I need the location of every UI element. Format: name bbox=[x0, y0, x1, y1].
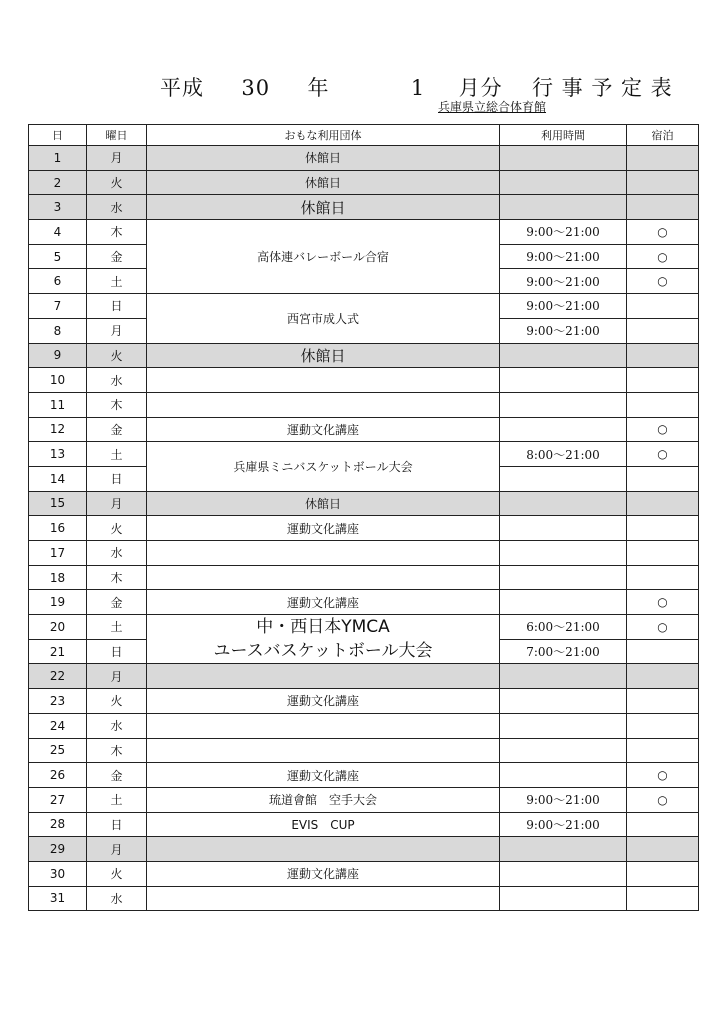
dow-cell: 金 bbox=[87, 590, 147, 615]
day-cell: 20 bbox=[29, 615, 87, 640]
day-cell: 31 bbox=[29, 886, 87, 911]
time-cell: 9:00～21:00 bbox=[500, 787, 627, 812]
month-unit: 月分 bbox=[458, 76, 503, 100]
time-cell: 7:00～21:00 bbox=[500, 639, 627, 664]
dow-cell: 木 bbox=[87, 738, 147, 763]
stay-cell bbox=[627, 837, 699, 862]
table-row bbox=[29, 763, 699, 788]
dow-cell: 土 bbox=[87, 442, 147, 467]
event-cell bbox=[147, 738, 500, 763]
time-cell: 8:00～21:00 bbox=[500, 442, 627, 467]
stay-cell bbox=[627, 170, 699, 195]
day-cell: 1 bbox=[29, 146, 87, 171]
event-cell: 運動文化講座 bbox=[147, 763, 500, 788]
event-cell: 高体連バレーボール合宿 bbox=[147, 220, 500, 294]
event-cell bbox=[147, 837, 500, 862]
time-cell bbox=[500, 417, 627, 442]
dow-cell: 金 bbox=[87, 244, 147, 269]
dow-cell: 月 bbox=[87, 318, 147, 343]
stay-cell bbox=[627, 368, 699, 393]
dow-cell: 水 bbox=[87, 195, 147, 220]
event-cell bbox=[147, 565, 500, 590]
dow-cell: 土 bbox=[87, 615, 147, 640]
col-day: 日 bbox=[29, 125, 87, 146]
page-title bbox=[160, 72, 673, 102]
time-cell bbox=[500, 516, 627, 541]
year: 30 bbox=[241, 76, 271, 100]
stay-cell: ○ bbox=[627, 220, 699, 245]
stay-cell bbox=[627, 466, 699, 491]
stay-cell bbox=[627, 146, 699, 171]
dow-cell: 木 bbox=[87, 220, 147, 245]
stay-cell: ○ bbox=[627, 417, 699, 442]
stay-cell: ○ bbox=[627, 763, 699, 788]
event-cell: 運動文化講座 bbox=[147, 590, 500, 615]
time-cell bbox=[500, 565, 627, 590]
day-cell: 10 bbox=[29, 368, 87, 393]
day-cell: 15 bbox=[29, 491, 87, 516]
table-row bbox=[29, 738, 699, 763]
day-cell: 21 bbox=[29, 639, 87, 664]
time-cell: 9:00～21:00 bbox=[500, 812, 627, 837]
stay-cell bbox=[627, 812, 699, 837]
dow-cell: 水 bbox=[87, 368, 147, 393]
time-cell bbox=[500, 146, 627, 171]
event-cell: 休館日 bbox=[147, 195, 500, 220]
dow-cell: 土 bbox=[87, 787, 147, 812]
stay-cell bbox=[627, 294, 699, 319]
facility-name: 兵庫県立総合体育館 bbox=[438, 100, 547, 114]
day-cell: 7 bbox=[29, 294, 87, 319]
table-header-row bbox=[29, 125, 699, 146]
dow-cell: 月 bbox=[87, 491, 147, 516]
event-cell: 西宮市成人式 bbox=[147, 294, 500, 343]
event-cell: 休館日 bbox=[147, 343, 500, 368]
stay-cell bbox=[627, 392, 699, 417]
table-row bbox=[29, 541, 699, 566]
time-cell bbox=[500, 886, 627, 911]
event-cell: 琉道會館 空手大会 bbox=[147, 787, 500, 812]
day-cell: 8 bbox=[29, 318, 87, 343]
dow-cell: 木 bbox=[87, 392, 147, 417]
dow-cell: 木 bbox=[87, 565, 147, 590]
day-cell: 3 bbox=[29, 195, 87, 220]
table-row bbox=[29, 689, 699, 714]
time-cell bbox=[500, 861, 627, 886]
col-group: おもな利用団体 bbox=[147, 125, 500, 146]
event-cell bbox=[147, 392, 500, 417]
table-row bbox=[29, 615, 699, 640]
table-row bbox=[29, 565, 699, 590]
time-cell bbox=[500, 368, 627, 393]
event-cell: 兵庫県ミニバスケットボール大会 bbox=[147, 442, 500, 491]
time-cell: 9:00～21:00 bbox=[500, 244, 627, 269]
stay-cell bbox=[627, 689, 699, 714]
table-row bbox=[29, 664, 699, 689]
event-cell: 運動文化講座 bbox=[147, 861, 500, 886]
time-cell: 9:00～21:00 bbox=[500, 318, 627, 343]
time-cell bbox=[500, 491, 627, 516]
table-row bbox=[29, 812, 699, 837]
event-cell: EVIS CUP bbox=[147, 812, 500, 837]
day-cell: 17 bbox=[29, 541, 87, 566]
event-cell bbox=[147, 886, 500, 911]
time-cell bbox=[500, 664, 627, 689]
table-row bbox=[29, 146, 699, 171]
time-cell bbox=[500, 541, 627, 566]
table-row bbox=[29, 220, 699, 245]
event-cell bbox=[147, 713, 500, 738]
table-row bbox=[29, 590, 699, 615]
stay-cell: ○ bbox=[627, 615, 699, 640]
day-cell: 6 bbox=[29, 269, 87, 294]
day-cell: 19 bbox=[29, 590, 87, 615]
table-row bbox=[29, 861, 699, 886]
table-row bbox=[29, 392, 699, 417]
table-row bbox=[29, 294, 699, 319]
time-cell bbox=[500, 689, 627, 714]
time-cell: 9:00～21:00 bbox=[500, 269, 627, 294]
day-cell: 14 bbox=[29, 466, 87, 491]
day-cell: 30 bbox=[29, 861, 87, 886]
time-cell bbox=[500, 590, 627, 615]
day-cell: 22 bbox=[29, 664, 87, 689]
day-cell: 13 bbox=[29, 442, 87, 467]
dow-cell: 火 bbox=[87, 861, 147, 886]
day-cell: 11 bbox=[29, 392, 87, 417]
dow-cell: 月 bbox=[87, 664, 147, 689]
col-dow: 曜日 bbox=[87, 125, 147, 146]
table-row bbox=[29, 516, 699, 541]
stay-cell bbox=[627, 318, 699, 343]
time-cell bbox=[500, 343, 627, 368]
event-cell: 運動文化講座 bbox=[147, 689, 500, 714]
dow-cell: 水 bbox=[87, 886, 147, 911]
day-cell: 24 bbox=[29, 713, 87, 738]
event-cell bbox=[147, 541, 500, 566]
dow-cell: 日 bbox=[87, 466, 147, 491]
event-cell: 休館日 bbox=[147, 170, 500, 195]
schedule-title: 行 事 予 定 表 bbox=[531, 76, 673, 100]
dow-cell: 土 bbox=[87, 269, 147, 294]
time-cell bbox=[500, 195, 627, 220]
stay-cell: ○ bbox=[627, 244, 699, 269]
day-cell: 28 bbox=[29, 812, 87, 837]
stay-cell bbox=[627, 861, 699, 886]
stay-cell bbox=[627, 639, 699, 664]
day-cell: 16 bbox=[29, 516, 87, 541]
stay-cell: ○ bbox=[627, 787, 699, 812]
table-row bbox=[29, 886, 699, 911]
table-row bbox=[29, 713, 699, 738]
stay-cell bbox=[627, 886, 699, 911]
col-time: 利用時間 bbox=[500, 125, 627, 146]
stay-cell bbox=[627, 565, 699, 590]
table-row bbox=[29, 442, 699, 467]
dow-cell: 金 bbox=[87, 417, 147, 442]
dow-cell: 水 bbox=[87, 541, 147, 566]
time-cell bbox=[500, 392, 627, 417]
time-cell bbox=[500, 763, 627, 788]
stay-cell bbox=[627, 516, 699, 541]
schedule-table bbox=[28, 124, 699, 911]
stay-cell bbox=[627, 491, 699, 516]
month: 1 bbox=[410, 76, 426, 100]
day-cell: 2 bbox=[29, 170, 87, 195]
table-row bbox=[29, 343, 699, 368]
stay-cell: ○ bbox=[627, 590, 699, 615]
table-row bbox=[29, 417, 699, 442]
time-cell: 9:00～21:00 bbox=[500, 220, 627, 245]
table-row bbox=[29, 837, 699, 862]
day-cell: 18 bbox=[29, 565, 87, 590]
event-cell: 運動文化講座 bbox=[147, 516, 500, 541]
time-cell bbox=[500, 837, 627, 862]
day-cell: 26 bbox=[29, 763, 87, 788]
time-cell: 6:00～21:00 bbox=[500, 615, 627, 640]
stay-cell: ○ bbox=[627, 442, 699, 467]
day-cell: 5 bbox=[29, 244, 87, 269]
event-cell bbox=[147, 615, 500, 664]
stay-cell bbox=[627, 195, 699, 220]
event-cell: 運動文化講座 bbox=[147, 417, 500, 442]
stay-cell bbox=[627, 713, 699, 738]
stay-cell bbox=[627, 541, 699, 566]
dow-cell: 日 bbox=[87, 639, 147, 664]
stay-cell bbox=[627, 738, 699, 763]
day-cell: 23 bbox=[29, 689, 87, 714]
time-cell bbox=[500, 738, 627, 763]
day-cell: 9 bbox=[29, 343, 87, 368]
dow-cell: 火 bbox=[87, 343, 147, 368]
event-line: 中・西日本YMCA bbox=[256, 617, 390, 638]
day-cell: 12 bbox=[29, 417, 87, 442]
table-row bbox=[29, 491, 699, 516]
day-cell: 27 bbox=[29, 787, 87, 812]
time-cell bbox=[500, 466, 627, 491]
event-cell: 休館日 bbox=[147, 146, 500, 171]
time-cell: 9:00～21:00 bbox=[500, 294, 627, 319]
dow-cell: 月 bbox=[87, 837, 147, 862]
dow-cell: 月 bbox=[87, 146, 147, 171]
day-cell: 29 bbox=[29, 837, 87, 862]
era: 平成 bbox=[160, 76, 204, 100]
dow-cell: 火 bbox=[87, 689, 147, 714]
time-cell bbox=[500, 170, 627, 195]
event-line: ユースバスケットボール大会 bbox=[213, 641, 433, 662]
dow-cell: 火 bbox=[87, 516, 147, 541]
stay-cell bbox=[627, 664, 699, 689]
event-cell: 休館日 bbox=[147, 491, 500, 516]
col-stay: 宿泊 bbox=[627, 125, 699, 146]
dow-cell: 日 bbox=[87, 812, 147, 837]
stay-cell bbox=[627, 343, 699, 368]
dow-cell: 火 bbox=[87, 170, 147, 195]
event-cell bbox=[147, 368, 500, 393]
dow-cell: 水 bbox=[87, 713, 147, 738]
day-cell: 4 bbox=[29, 220, 87, 245]
table-row bbox=[29, 170, 699, 195]
event-cell bbox=[147, 664, 500, 689]
dow-cell: 日 bbox=[87, 294, 147, 319]
day-cell: 25 bbox=[29, 738, 87, 763]
table-row bbox=[29, 368, 699, 393]
table-row bbox=[29, 195, 699, 220]
year-unit: 年 bbox=[307, 76, 330, 100]
time-cell bbox=[500, 713, 627, 738]
stay-cell: ○ bbox=[627, 269, 699, 294]
table-row bbox=[29, 787, 699, 812]
dow-cell: 金 bbox=[87, 763, 147, 788]
